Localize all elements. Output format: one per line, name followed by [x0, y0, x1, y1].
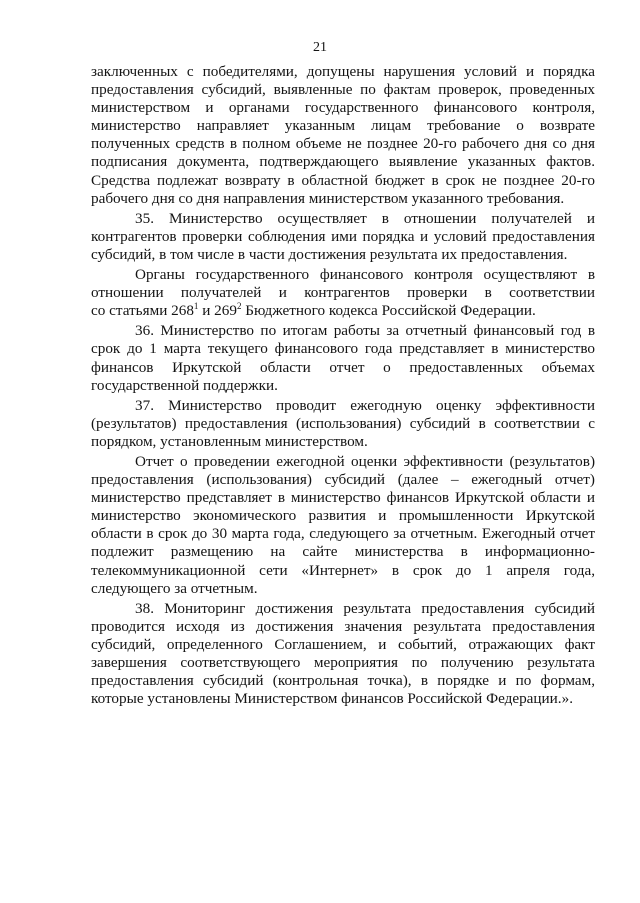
text-line: следующего за отчетным.: [91, 579, 258, 597]
text-line: (результатов) предоставления (использования) субсидий в соответствии с: [91, 414, 595, 432]
paragraph-subsidy-return: [91, 63, 595, 208]
text-line: предоставления (использования) субсидий (далее – ежегодный отчет): [91, 471, 595, 489]
text-line: контрагентов проверки соблюдения ими порядка и условий предоставления: [91, 227, 595, 245]
text-line: срок до 1 марта текущего финансового года представляет в министерство: [91, 340, 595, 358]
text-line: области в срок до 30 марта года, следующего за отчетным. Ежегодный отчет: [91, 525, 595, 543]
text-line: рабочего дня со дня направления министерством указанного требования.: [91, 189, 565, 207]
text-line: финансов Иркутской области отчет о предоставленных объемах: [91, 358, 595, 376]
text-line: министерство представляет в министерство финансов Иркутской области и: [91, 489, 595, 507]
text-line: подписания документа, подтверждающего выявление указанных фактов.: [91, 153, 595, 171]
statute-text-middle: и 269: [198, 302, 237, 320]
text-line: заключенных с победителями, допущены нарушения условий и порядка: [91, 63, 595, 80]
paragraph-35: [91, 210, 595, 264]
text-line: 36. Министерство по итогам работы за отчетный финансовый год в: [135, 322, 595, 340]
paragraph-annual-report: [91, 453, 595, 598]
text-line: 38. Мониторинг достижения результата предоставления субсидий: [135, 599, 595, 617]
text-line: Средства подлежат возврату в областной бюджет в срок не позднее 20-го: [91, 171, 595, 189]
paragraph-37: [91, 397, 595, 451]
text-line: министерство экономического развития и промышленности Иркутской: [91, 507, 595, 525]
statute-superscript-2: 2: [236, 301, 242, 312]
text-line: Органы государственного финансового контроля осуществляют в: [135, 266, 595, 284]
text-line: министерством и органами государственного финансового контроля,: [91, 99, 595, 117]
text-line: которые установлены Министерством финансов Российской Федерации.».: [91, 690, 573, 708]
paragraph-36: [91, 322, 595, 394]
text-line: подлежит размещению на сайте министерства в информационно-: [91, 543, 595, 561]
text-line: Отчет о проведении ежегодной оценки эффективности (результатов): [135, 452, 595, 470]
paragraph-financial-control: [91, 266, 595, 320]
text-line: 37. Министерство проводит ежегодную оценку эффективности: [135, 396, 595, 414]
paragraph-38: [91, 600, 595, 709]
text-line: полученных средств в полном объеме не позднее 20-го рабочего дня со дня: [91, 135, 595, 153]
text-line: предоставления субсидий, выявленные по фактам проверок, проведенных: [91, 81, 595, 99]
text-line: министерство направляет указанным лицам требование о возврате: [91, 117, 595, 135]
text-line: проводится исходя из достижения значения результата предоставления: [91, 617, 595, 635]
text-line: отношении получателей и контрагентов проверки в соответствии: [91, 284, 595, 302]
document-body: [91, 63, 595, 708]
text-line: порядком, установленным министерством.: [91, 432, 368, 450]
statute-reference-line: [91, 302, 595, 320]
text-line: субсидий, определенного Соглашением, и событий, отражающих факт: [91, 635, 595, 653]
statute-text-before: со статьями 268: [91, 302, 194, 320]
page-number: 21: [313, 40, 327, 55]
statute-text-after: Бюджетного кодекса Российской Федерации.: [241, 302, 536, 320]
text-line: телекоммуникационной сети «Интернет» в срок до 1 апреля года,: [91, 561, 595, 579]
statute-superscript-1: 1: [193, 301, 199, 312]
text-line: субсидий, в том числе в части достижения результата их предоставления.: [91, 245, 568, 263]
text-line: завершения соответствующего мероприятия по получению результата: [91, 654, 595, 671]
text-line: 35. Министерство осуществляет в отношении получателей и: [135, 209, 595, 227]
text-line: предоставления субсидий (контрольная точка), в порядке и по формам,: [91, 672, 595, 690]
text-line: государственной поддержки.: [91, 376, 278, 394]
